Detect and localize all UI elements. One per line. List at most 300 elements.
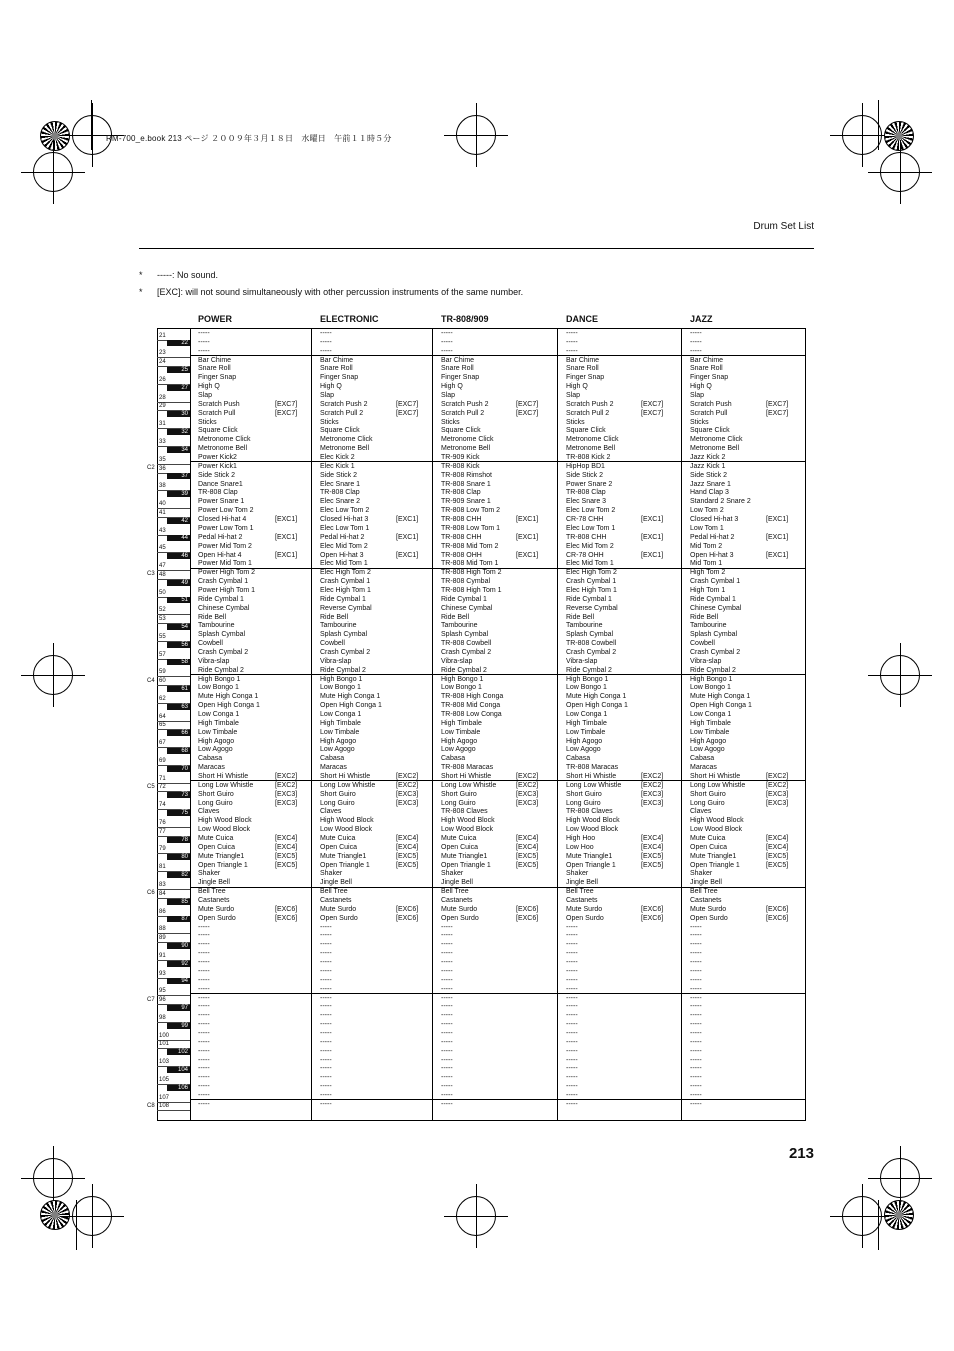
white-key-24 bbox=[157, 352, 191, 367]
instrument-cell: High Tom 2 bbox=[690, 569, 726, 577]
instrument-cell: Maracas bbox=[320, 764, 347, 772]
page-number: 213 bbox=[788, 1145, 814, 1162]
instrument-cell: ----- bbox=[441, 330, 453, 337]
instrument-cell: Pedal Hi-hat 2 bbox=[320, 533, 365, 541]
instrument-cell: Claves bbox=[690, 808, 712, 816]
instrument-cell: ----- bbox=[690, 330, 702, 337]
instrument-cell: ----- bbox=[198, 967, 210, 975]
instrument-cell: ----- bbox=[198, 1074, 210, 1082]
octave-label: C7 bbox=[147, 996, 155, 1003]
exc-group-tag: [EXC7] bbox=[275, 409, 298, 417]
exc-group-tag: [EXC2] bbox=[766, 773, 789, 780]
instrument-cell: Power Kick2 bbox=[198, 454, 237, 462]
exc-group-tag: [EXC5] bbox=[516, 861, 539, 869]
key-number: 76 bbox=[159, 819, 166, 826]
instrument-cell: Mid Tom 2 bbox=[690, 542, 723, 550]
exc-group-tag: [EXC5] bbox=[396, 852, 419, 860]
instrument-cell: Sticks bbox=[441, 418, 460, 426]
instrument-cell: ----- bbox=[320, 1074, 332, 1082]
key-number: 101 bbox=[159, 1041, 170, 1048]
instrument-cell: Low Hoo bbox=[566, 843, 594, 851]
exc-group-tag: [EXC4] bbox=[275, 835, 298, 843]
black-key-37: 37 bbox=[167, 473, 191, 479]
exc-group-tag: [EXC1] bbox=[641, 551, 664, 559]
instrument-cell: Slap bbox=[441, 392, 456, 400]
instrument-cell: High Timbale bbox=[198, 719, 239, 727]
instrument-cell: Crash Cymbal 2 bbox=[198, 648, 249, 656]
instrument-cell: ----- bbox=[198, 347, 210, 355]
instrument-cell: Ride Cymbal 2 bbox=[198, 666, 244, 674]
exc-group-tag: [EXC7] bbox=[396, 400, 419, 408]
key-number: 64 bbox=[159, 713, 166, 720]
instrument-cell: ----- bbox=[566, 338, 578, 346]
instrument-cell: Mid Tom 1 bbox=[690, 560, 723, 568]
instrument-cell: High Wood Block bbox=[566, 817, 620, 825]
instrument-cell: ----- bbox=[320, 923, 332, 931]
note-no-sound bbox=[139, 270, 559, 282]
header-rule bbox=[139, 248, 814, 249]
instrument-cell: Short Guiro bbox=[320, 790, 356, 798]
instrument-cell: ----- bbox=[198, 950, 210, 958]
instrument-cell: Vibra-slap bbox=[566, 657, 598, 665]
instrument-cell: TR-808 Clap bbox=[198, 489, 238, 497]
instrument-cell: Long Low Whistle bbox=[320, 781, 376, 789]
instrument-cell: Ride Bell bbox=[690, 613, 719, 621]
instrument-cell: Scratch Push bbox=[690, 400, 732, 408]
instrument-cell: Slap bbox=[690, 392, 705, 400]
white-key-93 bbox=[157, 963, 191, 978]
instrument-cell: Metronome Bell bbox=[566, 445, 616, 453]
instrument-cell: ----- bbox=[320, 959, 332, 967]
instrument-cell: Snare Roll bbox=[320, 365, 353, 373]
instrument-cell: ----- bbox=[198, 994, 210, 1002]
instrument-cell: Power Mid Tom 1 bbox=[198, 560, 252, 568]
instrument-cell: Low Agogo bbox=[690, 746, 725, 754]
instrument-cell: Elec High Tom 2 bbox=[320, 569, 371, 577]
instrument-cell: ----- bbox=[690, 967, 702, 975]
instrument-cell: Mute Triangle1 bbox=[566, 852, 613, 860]
white-key-45 bbox=[157, 538, 191, 553]
key-number: 24 bbox=[159, 359, 166, 366]
instrument-cell: Short Guiro bbox=[566, 790, 602, 798]
instrument-cell: ----- bbox=[441, 967, 453, 975]
instrument-cell: TR-808 CHH bbox=[441, 533, 482, 541]
instrument-cell: Square Click bbox=[320, 427, 360, 435]
instrument-cell: Jingle Bell bbox=[198, 879, 230, 887]
instrument-cell: ----- bbox=[320, 976, 332, 984]
instrument-cell: Standard 2 Snare 2 bbox=[690, 498, 751, 506]
instrument-cell: ----- bbox=[690, 1003, 702, 1011]
instrument-cell: Tambourine bbox=[320, 622, 357, 630]
instrument-cell: High Q bbox=[566, 383, 588, 391]
exc-group-tag: [EXC4] bbox=[516, 835, 539, 843]
instrument-cell: Sticks bbox=[320, 418, 339, 426]
key-number: 81 bbox=[159, 864, 166, 871]
key-number: 105 bbox=[159, 1076, 170, 1083]
instrument-cell: Ride Cymbal 1 bbox=[320, 595, 366, 603]
instrument-cell: ----- bbox=[441, 994, 453, 1002]
black-key-94: 94 bbox=[167, 978, 191, 984]
key-number: 23 bbox=[159, 350, 166, 357]
instrument-cell: ----- bbox=[441, 1091, 453, 1099]
instrument-cell: Tambourine bbox=[441, 622, 478, 630]
instrument-cell: Mute Surdo bbox=[690, 905, 727, 913]
instrument-cell: ----- bbox=[690, 941, 702, 949]
note-text: [EXC]: will not sound simultaneously with other percussion instruments of the same number. bbox=[157, 287, 524, 297]
instrument-cell: ----- bbox=[441, 1056, 453, 1064]
instrument-cell: Long Guiro bbox=[198, 799, 233, 807]
instrument-cell: Snare Roll bbox=[566, 365, 599, 373]
instrument-cell: High Agogo bbox=[566, 737, 603, 745]
exc-group-tag: [EXC6] bbox=[641, 905, 664, 913]
key-number: 48 bbox=[159, 571, 166, 578]
instrument-cell: Snare Roll bbox=[441, 365, 474, 373]
instrument-cell: Bell Tree bbox=[320, 888, 348, 896]
instrument-cell: High Wood Block bbox=[320, 817, 374, 825]
instrument-cell: Side Stick 2 bbox=[566, 471, 603, 479]
instrument-cell: Metronome Click bbox=[690, 436, 743, 444]
instrument-cell: ----- bbox=[690, 338, 702, 346]
instrument-cell: TR-808 Clap bbox=[566, 489, 606, 497]
instrument-cell: ----- bbox=[320, 950, 332, 958]
exc-group-tag: [EXC3] bbox=[275, 790, 298, 798]
key-number: 45 bbox=[159, 545, 166, 552]
instrument-cell: ----- bbox=[566, 994, 578, 1002]
instrument-cell: Snare Roll bbox=[690, 365, 723, 373]
instrument-cell: Mute Cuica bbox=[198, 835, 234, 843]
instrument-cell: ----- bbox=[320, 941, 332, 949]
white-key-31 bbox=[157, 414, 191, 429]
exc-group-tag: [EXC5] bbox=[766, 852, 789, 860]
instrument-cell: Low Agogo bbox=[198, 746, 233, 754]
octave-label: C3 bbox=[147, 571, 155, 578]
exc-group-tag: [EXC4] bbox=[641, 835, 664, 843]
instrument-cell: ----- bbox=[441, 932, 453, 940]
key-number: 86 bbox=[159, 908, 166, 915]
instrument-cell: TR-808 High Conga bbox=[441, 693, 504, 701]
exc-group-tag: [EXC1] bbox=[516, 516, 539, 524]
exc-group-tag: [EXC5] bbox=[641, 861, 664, 869]
instrument-cell: ----- bbox=[566, 950, 578, 958]
instrument-cell: Ride Cymbal 2 bbox=[690, 666, 736, 674]
white-key-105 bbox=[157, 1070, 191, 1085]
instrument-cell: ----- bbox=[320, 994, 332, 1002]
black-key-58: 58 bbox=[167, 659, 191, 665]
column-header-power: POWER bbox=[198, 314, 233, 324]
instrument-cell: ----- bbox=[566, 932, 578, 940]
exc-group-tag: [EXC3] bbox=[516, 799, 539, 807]
instrument-cell: High Agogo bbox=[690, 737, 727, 745]
key-number: 50 bbox=[159, 589, 166, 596]
instrument-cell: HipHop BD1 bbox=[566, 462, 605, 470]
instrument-cell: ----- bbox=[320, 1003, 332, 1011]
white-key-50 bbox=[157, 583, 191, 598]
instrument-cell: Mute High Conga 1 bbox=[566, 693, 627, 701]
instrument-cell: Ride Bell bbox=[198, 613, 227, 621]
instrument-cell: Side Stick 2 bbox=[320, 471, 357, 479]
key-number: 83 bbox=[159, 881, 166, 888]
black-key-32: 32 bbox=[167, 429, 191, 435]
instrument-cell: TR-808 Claves bbox=[441, 808, 488, 816]
instrument-cell: ----- bbox=[198, 1056, 210, 1064]
instrument-cell: High Agogo bbox=[441, 737, 478, 745]
exc-group-tag: [EXC2] bbox=[641, 773, 664, 780]
instrument-cell: Scratch Pull 2 bbox=[566, 409, 610, 417]
instrument-cell: Mute Triangle1 bbox=[441, 852, 488, 860]
instrument-cell: Short Hi Whistle bbox=[690, 773, 741, 780]
instrument-cell: Cowbell bbox=[320, 640, 345, 648]
instrument-cell: Jazz Snare 1 bbox=[690, 480, 731, 488]
exc-group-tag: [EXC1] bbox=[766, 533, 789, 541]
black-key-66: 66 bbox=[167, 730, 191, 736]
instrument-cell: Elec Mid Tom 1 bbox=[320, 560, 368, 568]
instrument-cell: TR-808 Mid Tom 1 bbox=[441, 560, 499, 568]
registration-mark-bottom-right bbox=[842, 1196, 882, 1236]
black-key-27: 27 bbox=[167, 385, 191, 391]
note-bullet: * bbox=[139, 270, 143, 280]
key-number: 60 bbox=[159, 678, 166, 685]
white-key-86 bbox=[157, 901, 191, 916]
key-number: 67 bbox=[159, 740, 166, 747]
instrument-cell: ----- bbox=[690, 347, 702, 355]
instrument-cell: Open Triangle 1 bbox=[690, 861, 740, 869]
exc-group-tag: [EXC4] bbox=[766, 835, 789, 843]
registration-mark-side-left-middle bbox=[33, 655, 73, 695]
instrument-cell: Cabasa bbox=[441, 755, 466, 763]
instrument-cell: Long Guiro bbox=[320, 799, 355, 807]
instrument-cell: ----- bbox=[441, 347, 453, 355]
instrument-cell: High Wood Block bbox=[441, 817, 495, 825]
instrument-cell: Elec Mid Tom 2 bbox=[320, 542, 368, 550]
black-key-102: 102 bbox=[167, 1049, 191, 1055]
instrument-cell: Reverse Cymbal bbox=[320, 604, 372, 612]
registration-mark-bottom-left bbox=[72, 1196, 112, 1236]
instrument-cell: Crash Cymbal 1 bbox=[320, 578, 371, 586]
instrument-cell: Open Surdo bbox=[320, 914, 358, 922]
black-key-25: 25 bbox=[167, 367, 191, 373]
instrument-cell: Short Hi Whistle bbox=[566, 773, 617, 780]
instrument-cell: Low Bongo 1 bbox=[198, 684, 239, 692]
instrument-cell: Low Timbale bbox=[566, 728, 606, 736]
instrument-cell: Mute High Conga 1 bbox=[320, 693, 381, 701]
white-key-108 bbox=[157, 1096, 191, 1111]
instrument-cell: Bell Tree bbox=[690, 888, 718, 896]
instrument-cell: Scratch Push 2 bbox=[441, 400, 489, 408]
exc-group-tag: [EXC6] bbox=[516, 914, 539, 922]
instrument-cell: Mute Triangle1 bbox=[198, 852, 245, 860]
exc-group-tag: [EXC1] bbox=[396, 551, 419, 559]
key-number: 62 bbox=[159, 695, 166, 702]
exc-group-tag: [EXC2] bbox=[275, 773, 298, 780]
exc-group-tag: [EXC7] bbox=[766, 400, 789, 408]
instrument-cell: Crash Cymbal 2 bbox=[566, 648, 617, 656]
instrument-cell: ----- bbox=[198, 338, 210, 346]
instrument-cell: ----- bbox=[198, 1003, 210, 1011]
white-key-38 bbox=[157, 476, 191, 491]
instrument-cell: Castanets bbox=[320, 897, 352, 905]
exc-group-tag: [EXC1] bbox=[275, 551, 298, 559]
instrument-cell: ----- bbox=[198, 1029, 210, 1037]
instrument-cell: Vibra-slap bbox=[198, 657, 230, 665]
instrument-cell: ----- bbox=[690, 1056, 702, 1064]
instrument-cell: Power Low Tom 1 bbox=[198, 524, 254, 532]
key-number: 96 bbox=[159, 997, 166, 1004]
exc-group-tag: [EXC7] bbox=[641, 400, 664, 408]
instrument-cell: Jazz Kick 1 bbox=[690, 462, 726, 470]
black-key-80: 80 bbox=[167, 854, 191, 860]
instrument-cell: High Q bbox=[441, 383, 463, 391]
exc-group-tag: [EXC2] bbox=[396, 773, 419, 780]
column-divider bbox=[311, 328, 312, 1121]
instrument-cell: ----- bbox=[690, 932, 702, 940]
instrument-cell: ----- bbox=[441, 1083, 453, 1091]
instrument-cell: Crash Cymbal 1 bbox=[198, 578, 249, 586]
instrument-cell: Bell Tree bbox=[566, 888, 594, 896]
instrument-cell: Ride Cymbal 2 bbox=[441, 666, 487, 674]
exc-group-tag: [EXC5] bbox=[641, 852, 664, 860]
instrument-cell: TR-808 Cymbal bbox=[441, 578, 491, 586]
exc-group-tag: [EXC5] bbox=[396, 861, 419, 869]
instrument-cell: Maracas bbox=[198, 764, 225, 772]
white-key-84 bbox=[157, 881, 191, 899]
instrument-cell: Elec Low Tom 2 bbox=[566, 507, 616, 515]
instrument-cell: Elec Low Tom 2 bbox=[320, 507, 370, 515]
white-key-21 bbox=[157, 326, 191, 341]
white-key-48 bbox=[157, 562, 191, 580]
instrument-cell: ----- bbox=[198, 1083, 210, 1091]
column-header-jazz: JAZZ bbox=[690, 314, 713, 324]
instrument-cell: TR-808 Low Tom 1 bbox=[441, 524, 501, 532]
key-number: 47 bbox=[159, 562, 166, 569]
exc-group-tag: [EXC3] bbox=[396, 790, 419, 798]
instrument-cell: TR-808 CHH bbox=[441, 516, 482, 524]
instrument-cell: Open Cuica bbox=[690, 843, 727, 851]
black-key-63: 63 bbox=[167, 704, 191, 710]
instrument-cell: ----- bbox=[566, 1012, 578, 1020]
registration-mark-side-left-bottom bbox=[33, 1158, 73, 1198]
instrument-cell: Crash Cymbal 2 bbox=[441, 648, 492, 656]
exc-group-tag: [EXC6] bbox=[275, 905, 298, 913]
key-number: 53 bbox=[159, 616, 166, 623]
instrument-cell: Elec High Tom 2 bbox=[566, 569, 617, 577]
instrument-cell: Side Stick 2 bbox=[690, 471, 727, 479]
instrument-cell: Ride Cymbal 1 bbox=[690, 595, 736, 603]
instrument-cell: Bar Chime bbox=[441, 356, 475, 364]
instrument-cell: High Bongo 1 bbox=[690, 675, 733, 683]
instrument-cell: Metronome Bell bbox=[690, 445, 740, 453]
instrument-cell: ----- bbox=[566, 1091, 578, 1099]
instrument-cell: Jingle Bell bbox=[320, 879, 352, 887]
instrument-cell: ----- bbox=[690, 1065, 702, 1073]
instrument-cell: Bar Chime bbox=[566, 356, 600, 364]
exc-group-tag: [EXC4] bbox=[516, 843, 539, 851]
instrument-cell: TR-808 Kick bbox=[441, 462, 480, 470]
instrument-cell: Elec Low Tom 1 bbox=[566, 524, 616, 532]
instrument-cell: Chinese Cymbal bbox=[690, 604, 742, 612]
instrument-cell: ----- bbox=[690, 1012, 702, 1020]
instrument-cell: Scratch Pull bbox=[198, 409, 236, 417]
column-header-dance: DANCE bbox=[566, 314, 599, 324]
instrument-cell: ----- bbox=[320, 1038, 332, 1046]
white-key-55 bbox=[157, 627, 191, 642]
instrument-cell: Long Guiro bbox=[566, 799, 601, 807]
exc-group-tag: [EXC2] bbox=[516, 773, 539, 780]
white-key-101 bbox=[157, 1034, 191, 1049]
instrument-cell: Elec Kick 1 bbox=[320, 462, 355, 470]
instrument-cell: Square Click bbox=[198, 427, 238, 435]
exc-group-tag: [EXC1] bbox=[516, 533, 539, 541]
instrument-cell: ----- bbox=[441, 976, 453, 984]
key-number: 43 bbox=[159, 527, 166, 534]
instrument-cell: Tambourine bbox=[690, 622, 727, 630]
instrument-cell: High Bongo 1 bbox=[320, 675, 363, 683]
black-key-106: 106 bbox=[167, 1085, 191, 1091]
instrument-cell: ----- bbox=[566, 1056, 578, 1064]
instrument-cell: High Q bbox=[198, 383, 220, 391]
instrument-cell: ----- bbox=[566, 1083, 578, 1091]
key-number: 88 bbox=[159, 926, 166, 933]
instrument-cell: Open Hi-hat 3 bbox=[690, 551, 734, 559]
instrument-cell: TR-808 Rimshot bbox=[441, 471, 492, 479]
column-divider bbox=[681, 328, 682, 1121]
instrument-cell: ----- bbox=[566, 1038, 578, 1046]
instrument-cell: Long Low Whistle bbox=[198, 781, 254, 789]
instrument-cell: Mute Triangle1 bbox=[320, 852, 367, 860]
instrument-cell: Square Click bbox=[566, 427, 606, 435]
key-number: 93 bbox=[159, 970, 166, 977]
instrument-cell: ----- bbox=[198, 941, 210, 949]
instrument-cell: Short Hi Whistle bbox=[441, 773, 492, 780]
exc-group-tag: [EXC1] bbox=[396, 533, 419, 541]
instrument-cell: Open High Conga 1 bbox=[198, 702, 260, 710]
instrument-cell: Sticks bbox=[690, 418, 709, 426]
instrument-cell: Reverse Cymbal bbox=[566, 604, 618, 612]
instrument-cell: Low Timbale bbox=[441, 728, 481, 736]
section-title: Drum Set List bbox=[753, 221, 814, 232]
instrument-cell: High Bongo 1 bbox=[566, 675, 609, 683]
exc-group-tag: [EXC1] bbox=[766, 551, 789, 559]
instrument-cell: Open Cuica bbox=[320, 843, 357, 851]
instrument-cell: ----- bbox=[690, 985, 702, 993]
white-key-29 bbox=[157, 396, 191, 411]
exc-group-tag: [EXC3] bbox=[766, 790, 789, 798]
crop-line-top-left bbox=[91, 100, 92, 150]
instrument-cell: Bar Chime bbox=[198, 356, 232, 364]
instrument-cell: ----- bbox=[690, 1083, 702, 1091]
instrument-cell: TR-808 Maracas bbox=[566, 764, 619, 772]
instrument-cell: Power Snare 2 bbox=[566, 480, 613, 488]
instrument-cell: ----- bbox=[690, 1091, 702, 1099]
registration-mark-side-left-top bbox=[33, 152, 73, 192]
white-key-41 bbox=[157, 500, 191, 518]
instrument-cell: ----- bbox=[566, 941, 578, 949]
instrument-cell: TR-808 Clap bbox=[441, 489, 481, 497]
black-key-85: 85 bbox=[167, 899, 191, 905]
instrument-cell: Bell Tree bbox=[198, 888, 226, 896]
registration-mark-side-right-top bbox=[880, 152, 920, 192]
exc-group-tag: [EXC1] bbox=[641, 516, 664, 524]
key-number: 52 bbox=[159, 607, 166, 614]
instrument-cell: ----- bbox=[198, 985, 210, 993]
instrument-cell: Pedal Hi-hat 2 bbox=[690, 533, 735, 541]
instrument-cell: Finger Snap bbox=[690, 374, 729, 382]
instrument-cell: Crash Cymbal 1 bbox=[566, 578, 617, 586]
instrument-cell: ----- bbox=[441, 338, 453, 346]
octave-label: C5 bbox=[147, 783, 155, 790]
instrument-cell: Metronome Bell bbox=[441, 445, 491, 453]
instrument-cell: TR-808 Mid Conga bbox=[441, 702, 501, 710]
black-key-54: 54 bbox=[167, 624, 191, 630]
